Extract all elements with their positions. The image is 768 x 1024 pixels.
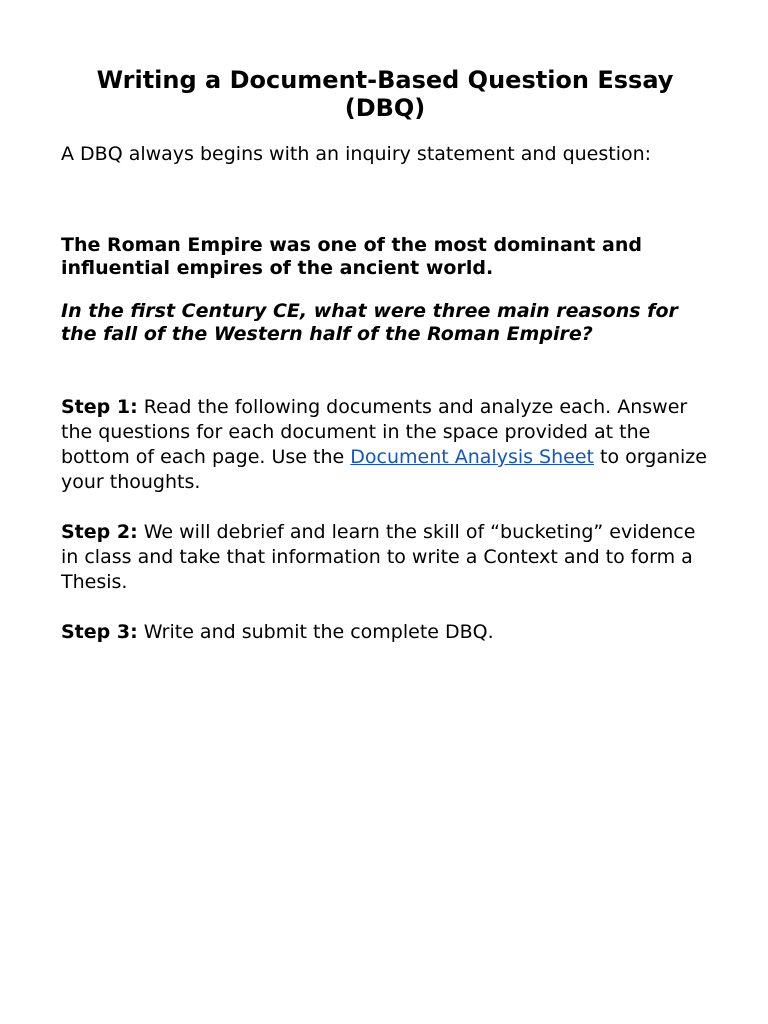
inquiry-question: In the first Century CE, what were three main reasons for the fall of the Western half of the Roman Empire? [61,300,678,345]
step-1-text: Read the following documents and analyze each. Answer the questions for each document in the space provided at the bottom of each page. Use the [61,396,688,468]
step-1-label: Step 1: [61,396,138,418]
step-2 [61,520,711,595]
step-1-text-end: to organize your thoughts. [61,446,707,493]
intro-text: A DBQ always begins with an inquiry statement and question: [61,143,652,165]
page-title: Writing a Document-Based Question Essay (DBQ) [96,66,674,122]
document-analysis-sheet-link[interactable]: Document Analysis Sheet [350,446,594,468]
document-page [61,66,711,645]
step-3-text: Write and submit the complete DBQ. [137,621,494,643]
inquiry-statement: The Roman Empire was one of the most dominant and influential empires of the ancient world. [61,234,642,279]
step-3-label: Step 3: [61,621,138,643]
step-3 [61,620,711,645]
step-2-label: Step 2: [61,521,138,543]
step-1 [61,395,711,495]
step-2-text: We will debrief and learn the skill of “bucketing” evidence in class and take that information to write a Context and to form a Thesis. [61,521,696,593]
